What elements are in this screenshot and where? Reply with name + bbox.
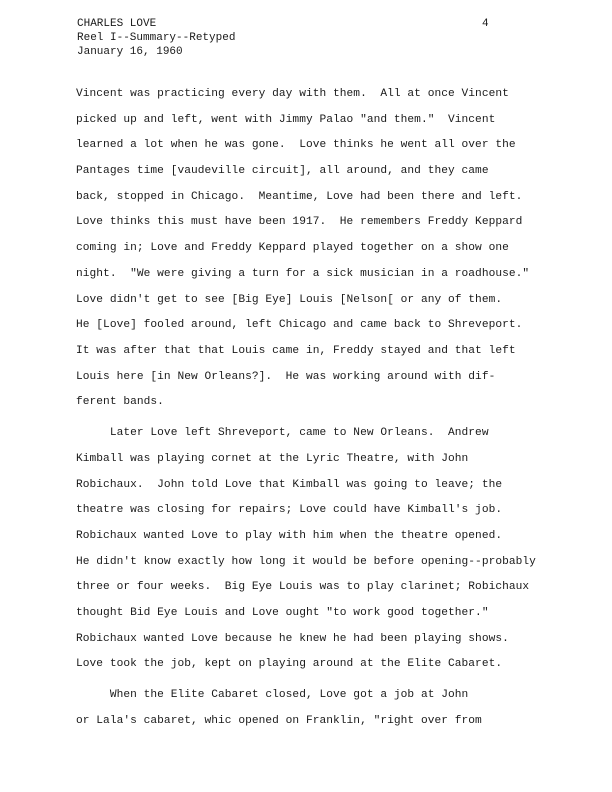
text-line: ferent bands. bbox=[76, 396, 164, 409]
page-number: 4 bbox=[482, 18, 489, 30]
text-line: picked up and left, went with Jimmy Palao "and them." Vincent bbox=[76, 113, 496, 126]
text-line: back, stopped in Chicago. Meantime, Love had been there and left. bbox=[76, 190, 523, 203]
text-line: When the Elite Cabaret closed, Love got a job at John bbox=[76, 689, 469, 702]
text-line: Later Love left Shreveport, came to New Orleans. Andrew bbox=[76, 427, 489, 440]
transcript-body bbox=[76, 87, 596, 740]
text-line: Kimball was playing cornet at the Lyric Theatre, with John bbox=[76, 452, 469, 465]
text-line: He [Love] fooled around, left Chicago and came back to Shreveport. bbox=[76, 319, 523, 332]
text-line: Robichaux. John told Love that Kimball was going to leave; the bbox=[76, 478, 503, 491]
text-line: Robichaux wanted Love because he knew he had been playing shows. bbox=[76, 632, 509, 645]
text-line: coming in; Love and Freddy Keppard played together on a show one bbox=[76, 242, 509, 255]
text-line: three or four weeks. Big Eye Louis was to play clarinet; Robichaux bbox=[76, 581, 530, 594]
text-line: Louis here [in New Orleans?]. He was working around with dif- bbox=[76, 370, 496, 383]
text-line: Love didn't get to see [Big Eye] Louis [Nelson[ or any of them. bbox=[76, 293, 503, 306]
interviewee-name: CHARLES LOVE bbox=[77, 18, 157, 30]
text-line: or Lala's cabaret, whic opened on Franklin, "right over from bbox=[76, 715, 482, 728]
document-header bbox=[77, 17, 235, 59]
text-line: Love took the job, kept on playing around at the Elite Cabaret. bbox=[76, 658, 503, 671]
interview-date: January 16, 1960 bbox=[77, 46, 183, 58]
text-line: Love thinks this must have been 1917. He remembers Freddy Keppard bbox=[76, 216, 523, 229]
text-line: night. "We were giving a turn for a sick musician in a roadhouse." bbox=[76, 267, 530, 280]
text-line: thought Bid Eye Louis and Love ought "to work good together." bbox=[76, 607, 489, 620]
text-line: It was after that that Louis came in, Freddy stayed and that left bbox=[76, 344, 516, 357]
text-line: Vincent was practicing every day with them. All at once Vincent bbox=[76, 88, 509, 100]
reel-label: Reel I--Summary--Retyped bbox=[77, 32, 236, 44]
text-line: learned a lot when he was gone. Love thinks he went all over the bbox=[76, 139, 516, 152]
text-line: He didn't know exactly how long it would be before opening--probably bbox=[76, 555, 536, 568]
text-line: theatre was closing for repairs; Love could have Kimball's job. bbox=[76, 504, 503, 517]
text-line: Pantages time [vaudeville circuit], all around, and they came bbox=[76, 165, 489, 178]
text-line: Robichaux wanted Love to play with him when the theatre opened. bbox=[76, 530, 503, 542]
